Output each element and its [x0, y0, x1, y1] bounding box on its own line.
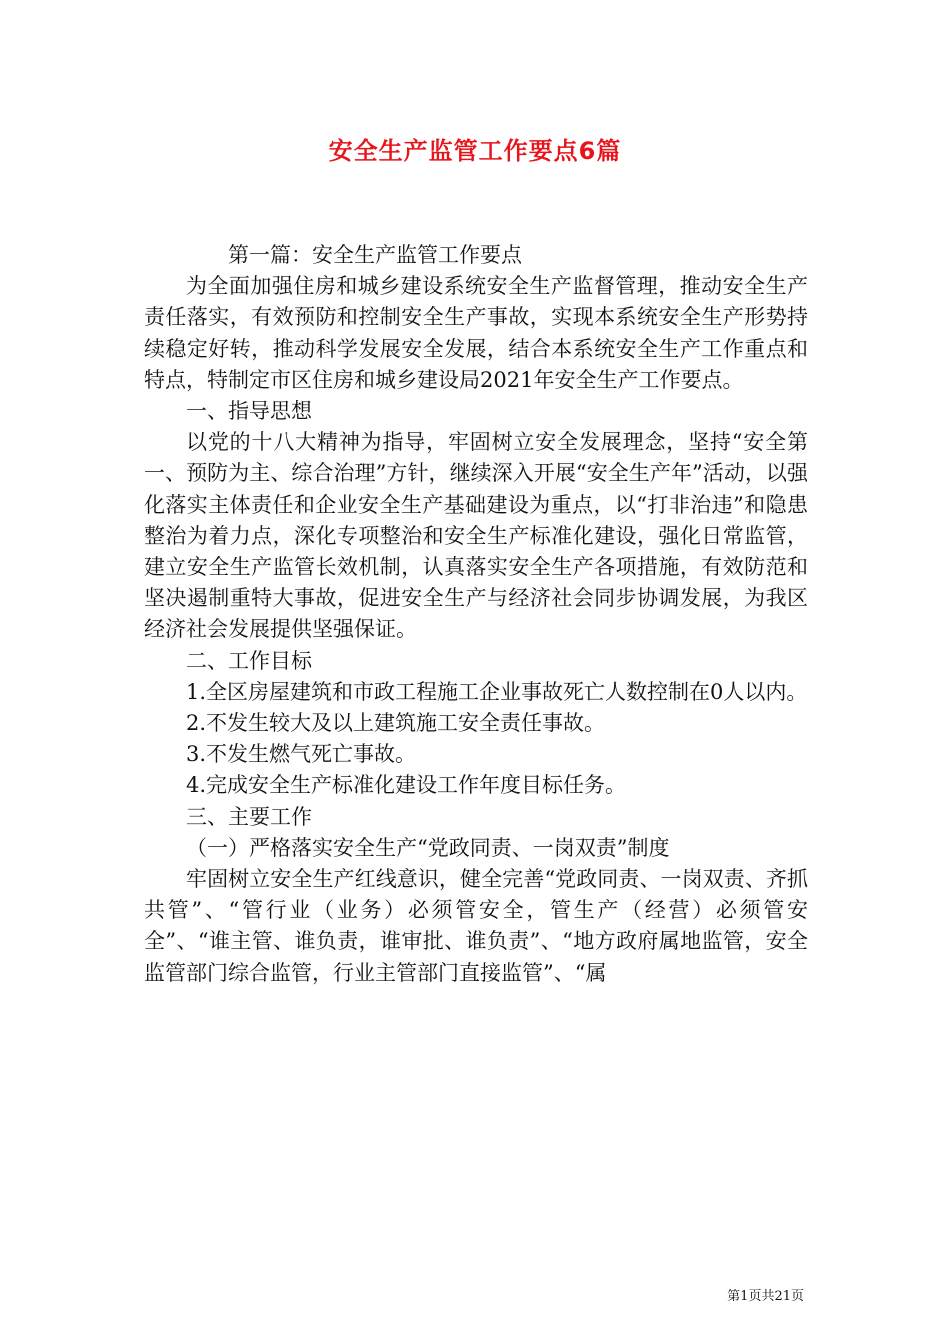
subsection-heading-1: （一）严格落实安全生产“党政同责、一岗双责”制度 — [186, 835, 670, 860]
guiding-thought-paragraph: 以党的十八大精神为指导，牢固树立安全发展理念，坚持“安全第一、预防为主、综合治理”方针，继续深入开展“安全生产年”活动，以强化落实主体责任和企业安全生产基础建设为重点，以“打非治违”和隐患整治为着力点，深化专项整治和安全生产标准化建设，强化日常监管，建立安全生产监管长效机制，认真落实安全生产各项措施，有效防范和坚决遏制重特大事故，促进安全生产与经济社会同步协调发展，为我区经济社会发展提供坚强保证。 — [144, 430, 808, 642]
goal-item-2: 2.不发生较大及以上建筑施工安全责任事故。 — [186, 711, 606, 736]
document-title: 安全生产监管工作要点6篇 — [328, 137, 622, 165]
goal-item-4: 4.完成安全生产标准化建设工作年度目标任务。 — [186, 773, 627, 798]
goal-item-3: 3.不发生燃气死亡事故。 — [186, 742, 417, 767]
section-heading-main-work: 三、主要工作 — [186, 804, 312, 829]
goal-item-1: 1.全区房屋建筑和市政工程施工企业事故死亡人数控制在0人以内。 — [186, 679, 808, 704]
section-heading-work-goals: 二、工作目标 — [186, 648, 312, 673]
section-heading-first-article: 第一篇：安全生产监管工作要点 — [228, 243, 522, 267]
main-work-paragraph: 牢固树立安全生产红线意识，健全完善“党政同责、一岗双责、齐抓共管”、“管行业（业务）必须管安全，管生产（经营）必须管安全”、“谁主管、谁负责，谁审批、谁负责”、“地方政府属地监管，安全监管部门综合监管，行业主管部门直接监管”、“属 — [144, 867, 808, 985]
section-heading-guiding-thought: 一、指导思想 — [186, 399, 312, 424]
intro-paragraph: 为全面加强住房和城乡建设系统安全生产监督管理，推动安全生产责任落实，有效预防和控制安全生产事故，实现本系统安全生产形势持续稳定好转，推动科学发展安全发展，结合本系统安全生产工作重点和特点，特制定市区住房和城乡建设局2021年安全生产工作要点。 — [144, 274, 808, 392]
page-number-footer: 第1页共21页 — [727, 1289, 804, 1304]
document-body — [144, 240, 808, 989]
